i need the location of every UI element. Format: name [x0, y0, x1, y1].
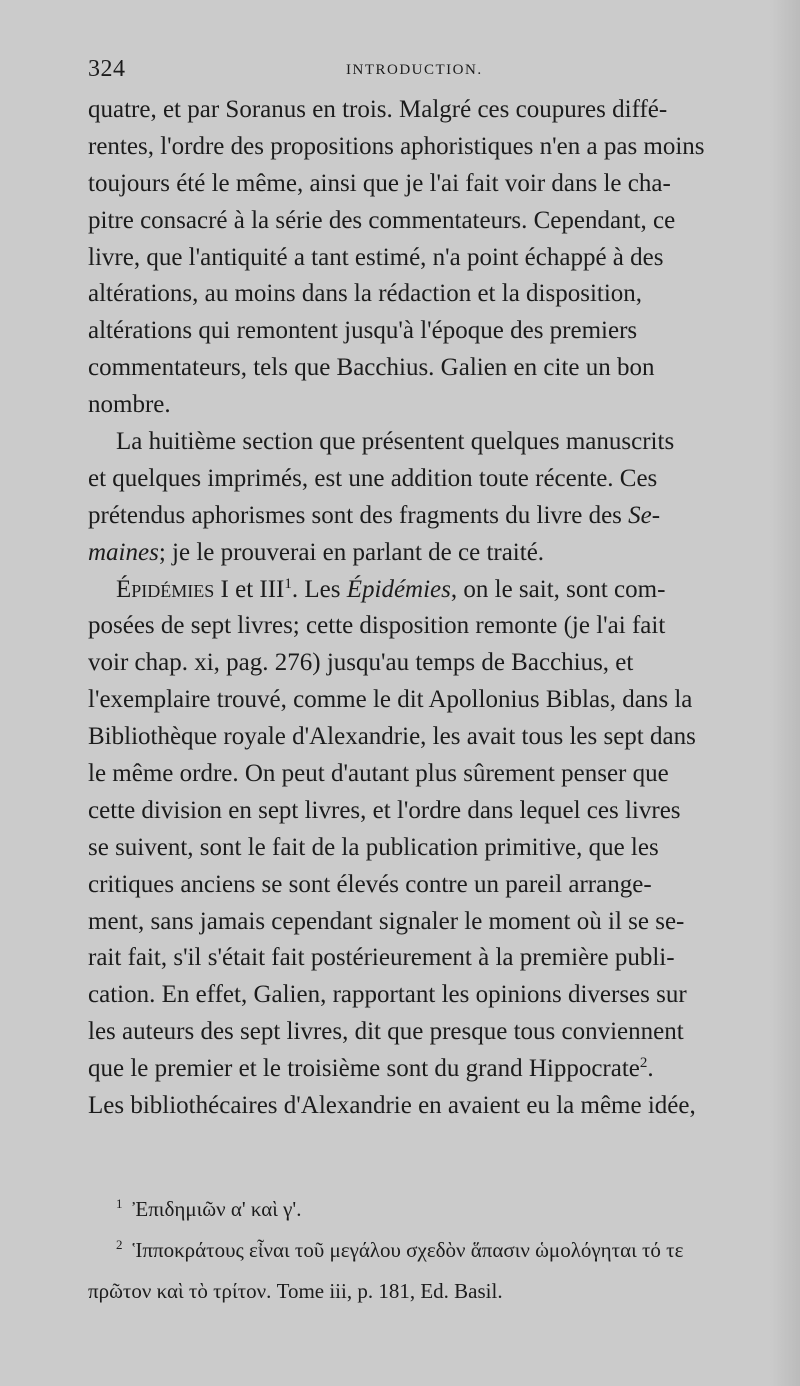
text-line: altérations, au moins dans la rédaction et la disposition,	[88, 280, 643, 308]
text-segment: , on le sait, sont com-	[450, 575, 666, 603]
text-line: se suivent, sont le fait de la publication primitive, que les	[88, 833, 659, 861]
page-header	[88, 52, 768, 88]
footnote-number: 1	[116, 1196, 123, 1211]
running-head: INTRODUCTION.	[346, 62, 483, 78]
text-segment: .	[647, 1055, 654, 1083]
footnote-text: Ἐπιδημιῶν α' καὶ γ'.	[132, 1197, 302, 1221]
text-line: cette division en sept livres, et l'ordre dans lequel ces livres	[88, 796, 681, 824]
text-line	[88, 535, 768, 572]
footnote-text: Ἱπποκράτους εἶναι τοῦ μεγάλου σχεδὸν ἅπασιν ὡμολόγηται τό τε	[132, 1238, 684, 1262]
text-line: critiques anciens se sont élevés contre un pareil arrange-	[88, 870, 652, 898]
footnote-marker[interactable]: 2	[639, 1055, 648, 1072]
text-line: les auteurs des sept livres, dit que presque tous conviennent	[88, 1018, 684, 1046]
text-line: et quelques imprimés, est une addition toute récente. Ces	[88, 464, 658, 492]
text-line: altérations qui remontent jusqu'à l'époque des premiers	[88, 317, 638, 345]
text-line: La huitième section que présentent quelques manuscrits	[116, 428, 675, 456]
italic-title-semaines: Se-	[628, 501, 661, 529]
text-segment: que le premier et le troisième sont du grand Hippocrate	[88, 1055, 640, 1083]
text-line: Les bibliothécaires d'Alexandrie en avaient eu la même idée,	[88, 1092, 696, 1120]
text-line: Bibliothèque royale d'Alexandrie, les avait tous les sept dans	[88, 723, 696, 751]
text-line: l'exemplaire trouvé, comme le dit Apollonius Biblas, dans la	[88, 686, 693, 714]
text-line: quatre, et par Soranus en trois. Malgré ces coupures diffé-	[88, 96, 668, 123]
text-line: nombre.	[88, 391, 171, 419]
footnote-marker[interactable]: 1	[284, 575, 292, 592]
text-line: livre, que l'antiquité a tant estimé, n'a point échappé à des	[88, 243, 664, 271]
section-heading-epidemies: Épidémies	[116, 575, 215, 603]
text-line: pitre consacré à la série des commentateurs. Cependant, ce	[88, 206, 676, 234]
text-line: commentateurs, tels que Bacchius. Galien en cite un bon	[88, 354, 655, 382]
italic-title-epidemies: Épidémies	[346, 575, 451, 603]
text-line	[88, 1051, 768, 1088]
body-text	[88, 92, 768, 1125]
text-segment: prétendus aphorismes sont des fragments du livre des	[88, 501, 629, 529]
footnote-2	[88, 1231, 768, 1272]
text-line: ment, sans jamais cependant signaler le moment où il se se-	[88, 907, 685, 935]
page-edge-shadow	[770, 0, 800, 1386]
text-line: toujours été le même, ainsi que je l'ai fait voir dans le cha-	[88, 169, 671, 197]
footnote-2-continued: πρῶτον καὶ τὸ τρίτον. Tome iii, p. 181, Ed. Basil.	[88, 1279, 503, 1303]
text-segment: ; je le prouverai en parlant de ce traité.	[158, 538, 545, 566]
text-segment: I et III	[214, 575, 285, 603]
italic-title-semaines-cont: maines	[88, 538, 159, 566]
text-segment: . Les	[291, 575, 347, 603]
page-number: 324	[88, 56, 126, 82]
text-line: le même ordre. On peut d'autant plus sûrement penser que	[88, 760, 669, 788]
text-line: posées de sept livres; cette disposition remonte (je l'ai fait	[88, 612, 666, 640]
footnotes	[88, 1190, 768, 1310]
text-line	[88, 572, 768, 609]
text-line: rait fait, s'il s'était fait postérieurement à la première publi-	[88, 944, 675, 972]
footnote-1	[88, 1190, 768, 1231]
text-line	[88, 498, 768, 535]
text-line: rentes, l'ordre des propositions aphoristiques n'en a pas moins	[88, 132, 705, 160]
footnote-number: 2	[116, 1237, 123, 1252]
text-line: cation. En effet, Galien, rapportant les opinions diverses sur	[88, 981, 687, 1009]
text-line: voir chap. xi, pag. 276) jusqu'au temps de Bacchius, et	[88, 649, 634, 677]
